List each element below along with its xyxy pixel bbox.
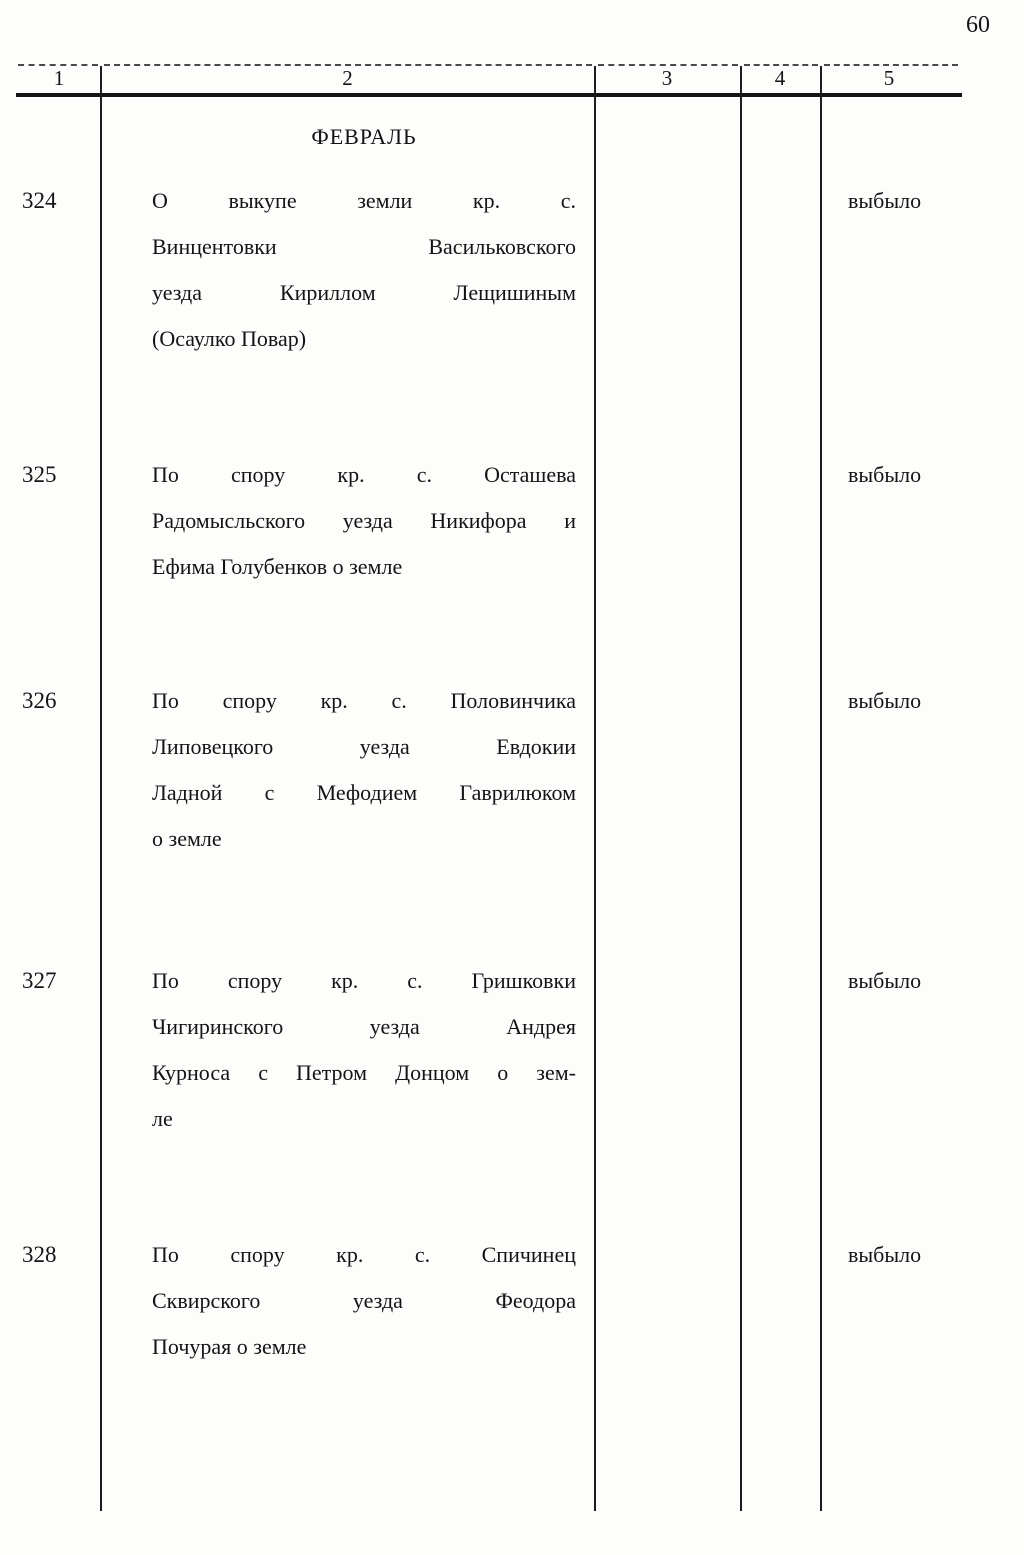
case-status: выбыло	[848, 188, 922, 213]
case-number: 326	[22, 688, 57, 713]
column-divider-1	[100, 66, 102, 1511]
column-header-5: 5	[883, 66, 895, 90]
case-description-line: По спору кр. с. Спичинец	[152, 1242, 576, 1267]
case-description-line: (Осаулко Повар)	[152, 326, 307, 351]
case-number: 327	[22, 968, 57, 993]
case-description	[152, 452, 576, 590]
case-description-line: Чигиринского уезда Андрея	[152, 1014, 576, 1039]
case-description-line: Винцентовки Васильковского	[152, 234, 576, 259]
case-description-line: По спору кр. с. Осташева	[152, 462, 576, 487]
case-description-line: ле	[152, 1106, 173, 1131]
case-description	[152, 678, 576, 862]
column-header-2: 2	[342, 66, 353, 90]
case-number: 324	[22, 188, 57, 213]
case-status: выбыло	[848, 462, 922, 487]
case-description-line: Ладной с Мефодием Гаврилюком	[152, 780, 576, 805]
case-description-line: о земле	[152, 826, 222, 851]
case-status: выбыло	[848, 688, 922, 713]
column-header-3: 3	[661, 66, 673, 90]
column-header-4: 4	[774, 66, 786, 90]
column-divider-3	[740, 66, 742, 1511]
page-number: 60	[966, 12, 990, 38]
case-status: выбыло	[848, 1242, 922, 1267]
case-description-line: Ефима Голубенков о земле	[152, 554, 403, 579]
case-description-line: Почурая о земле	[152, 1334, 307, 1359]
case-description-line: По спору кр. с. Половинчика	[152, 688, 576, 713]
case-status: выбыло	[848, 968, 922, 993]
case-description-line: Сквирского уезда Феодора	[152, 1288, 576, 1313]
case-description-line: Радомысльского уезда Никифора и	[152, 508, 576, 533]
case-number: 328	[22, 1242, 57, 1267]
case-description	[152, 958, 576, 1142]
case-description-line: По спору кр. с. Гришковки	[152, 968, 576, 993]
case-description-line: Липовецкого уезда Евдокии	[152, 734, 576, 759]
case-description-line: О выкупе земли кр. с.	[152, 188, 576, 213]
column-header-1: 1	[53, 66, 65, 90]
column-divider-2	[594, 66, 596, 1511]
case-description	[152, 178, 576, 362]
column-divider-4	[820, 66, 822, 1511]
case-description-line: уезда Кириллом Лещишиным	[152, 280, 576, 305]
section-title-month: ФЕВРАЛЬ	[311, 124, 417, 149]
case-description	[152, 1232, 576, 1370]
case-description-line: Курноса с Петром Донцом о зем-	[152, 1060, 576, 1085]
case-number: 325	[22, 462, 57, 487]
